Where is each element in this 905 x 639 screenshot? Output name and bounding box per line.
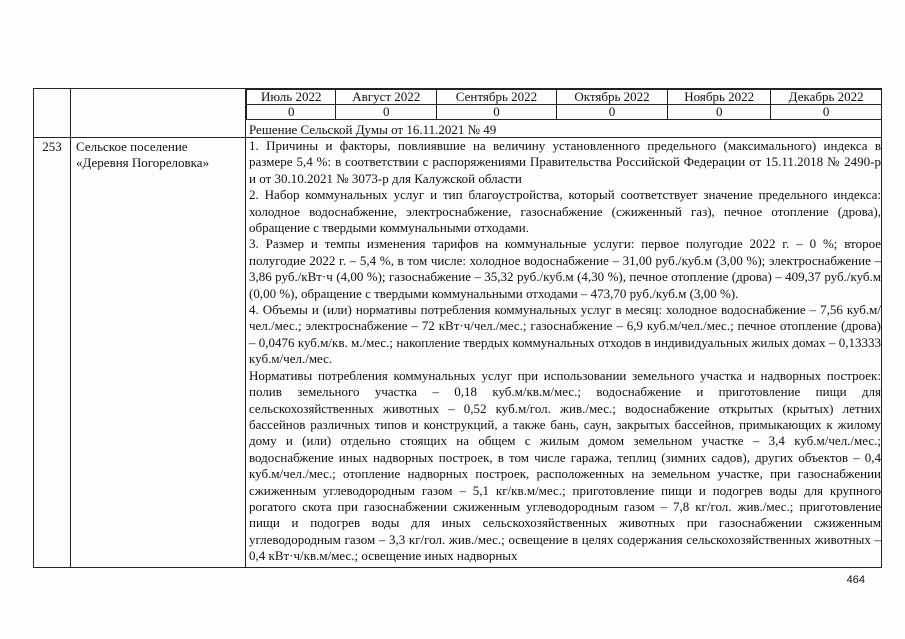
month-value-cell: 0 [668,105,771,120]
month-value-cell: 0 [247,105,336,120]
row-content [246,138,881,565]
months-table [246,89,882,120]
main-table [33,88,882,568]
months-header-row [247,90,882,105]
month-header-cell: Октябрь 2022 [556,90,667,105]
months-values-row [247,105,882,120]
month-value-cell: 0 [556,105,667,120]
column-divider [70,89,71,567]
row-number: 253 [42,139,62,154]
month-value-cell: 0 [437,105,557,120]
month-header-cell: Сентябрь 2022 [437,90,557,105]
page-number: 464 [846,574,865,586]
month-value-cell: 0 [336,105,437,120]
decision-text: Решение Сельской Думы от 16.11.2021 № 49 [249,122,497,137]
content-paragraph: Нормативы потребления коммунальных услуг при использовании земельного участка и надворных построек: полив земельного участка – 0,18 куб.м/кв.м/мес.; водоснабжение и приготовление пищи для сельскохозяйственных животных – 0,52 куб.м/гол. жив./мес.; водоснабжение открытых (крытых) летних бассейнов различных типов и конструкций, а также бань, саун, закрытых бассейнов, примыкающих к жилому дому и (или) отдельно стоящих на общем с жилым домом земельном участке – 3,4 куб.м/чел./мес.; водоснабжение иных надворных построек, в том числе гаража, теплиц (зимних садов), других объектов – 0,4 куб.м/чел./мес.; отопление надворных построек, расположенных на земельном участке, при газоснабжении сжиженным углеводородным газом – 5,1 кг/кв.м/мес.; приготовление пищи и подогрев воды для крупного рогатого скота при газоснабжении сжиженным углеводородным газом – 7,8 кг/гол. жив./мес.; приготовление пищи и подогрев воды для иных сельскохозяйственных животных при газоснабжении сжиженным углеводородным газом – 3,3 кг/гол. жив./мес.; освещение в целях содержания сельскохозяйственных животных – 0,4 кВт·ч/кв.м/мес.; освещение иных надворных [249,367,881,564]
content-paragraph: 1. Причины и факторы, повлиявшие на величину установленного предельного (максимального) индекса в размере 5,4 %: в соответствии с распоряжениями Правительства Российской Федерации от 15.11.2018 № 2490-р и от 30.10.2021 № 3073-р для Калужской области [249,138,881,186]
month-header-cell: Декабрь 2022 [771,90,882,105]
content-paragraph: 2. Набор коммунальных услуг и тип благоустройства, который соответствует значение предельного индекса: холодное водоснабжение, электроснабжение, газоснабжение (сжиженный газ), печное отопление (дрова), обращение с твердыми коммунальными отходами. [249,187,881,236]
settlement-name: Сельское поселение «Деревня Погореловка» [76,139,210,170]
month-header-cell: Август 2022 [336,90,437,105]
content-paragraph: 4. Объемы и (или) нормативы потребления коммунальных услуг в месяц: холодное водоснабжение – 7,56 куб.м/чел./мес.; электроснабжение – 72 кВт·ч/чел./мес.; газоснабжение – 6,9 куб.м/чел./мес.; печное отопление (дрова) – 0,0476 куб.м/кв. м./мес.; накопление твердых коммунальных отходов в индивидуальных жилых домах – 0,13333 куб.м/чел./мес. [249,302,881,367]
month-header-cell: Июль 2022 [247,90,336,105]
month-value-cell: 0 [771,105,882,120]
month-header-cell: Ноябрь 2022 [668,90,771,105]
content-paragraph: 3. Размер и темпы изменения тарифов на коммунальные услуги: первое полугодие 2022 г. – 0 %; второе полугодие 2022 г. – 5,4 %, в том числе: холодное водоснабжение – 31,00 руб./куб.м (3,00 %); электроснабжение – 3,86 руб./кВт·ч (4,00 %); газоснабжение – 35,32 руб./куб.м (4,30 %), печное отопление (дрова) – 409,37 руб./куб.м (0,00 %), обращение с твердыми коммунальными отходами – 473,70 руб./куб.м (3,00 %). [249,236,881,301]
